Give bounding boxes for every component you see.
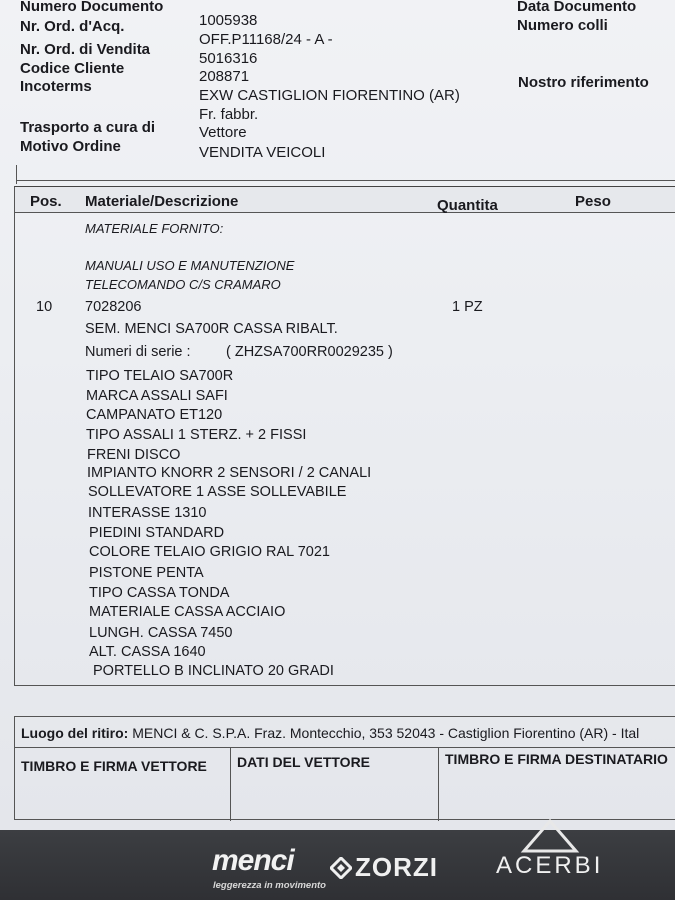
signature-carrier [15,748,231,821]
zorzi-logo: ZORZI [355,852,438,882]
header-frame-bottom [16,180,675,181]
acerbi-logo: ACERBI [496,852,604,879]
serial-label: Numeri di serie : [85,344,191,360]
value-ord-acq: OFF.P11168/24 - A - [199,31,333,48]
carrier-data-label: DATI DEL VETTORE [237,754,371,770]
spec-line: PISTONE PENTA [89,565,204,581]
spec-line: PORTELLO B INCLINATO 20 GRADI [93,663,334,679]
signature-carrier-label: TIMBRO E FIRMA VETTORE [21,758,207,774]
col-materiale: Materiale/Descrizione [85,193,239,210]
spec-line: MATERIALE CASSA ACCIAIO [89,604,286,620]
note-telecomando: TELECOMANDO C/S CRAMARO [85,277,281,292]
item-code: 7028206 [85,299,142,315]
value-incoterms-2: Fr. fabbr. [199,106,259,123]
label-data-documento: Data Documento [517,0,637,15]
note-materiale-fornito: MATERIALE FORNITO: [85,221,224,236]
value-codice-cliente: 208871 [199,68,250,85]
spec-line: TIPO ASSALI 1 STERZ. + 2 FISSI [86,427,307,443]
spec-line: COLORE TELAIO GRIGIO RAL 7021 [89,544,330,560]
spec-line: PIEDINI STANDARD [89,525,225,541]
menci-logo: menci [212,844,294,877]
spec-line: FRENI DISCO [87,447,181,463]
signature-recipient-label: TIMBRO E FIRMA DESTINATARIO [445,751,668,767]
spec-line: ALT. CASSA 1640 [89,644,206,660]
serial-value: ( ZHZSA700RR0029235 ) [226,344,393,360]
value-motivo: VENDITA VEICOLI [199,144,326,161]
item-pos: 10 [36,299,53,315]
items-table-header [15,187,675,213]
label-ord-vendita: Nr. Ord. di Vendita [20,41,151,58]
spec-line: LUNGH. CASSA 7450 [89,625,233,641]
zorzi-diamond-icon [330,857,352,879]
label-numero-colli: Numero colli [517,17,608,34]
header-frame-left [16,165,17,184]
spec-line: IMPIANTO KNORR 2 SENSORI / 2 CANALI [87,465,372,481]
luogo-ritiro [21,725,639,741]
item-description: SEM. MENCI SA700R CASSA RIBALT. [85,321,338,337]
label-codice-cliente: Codice Cliente [20,60,125,77]
spec-line: TIPO CASSA TONDA [89,585,230,601]
col-peso: Peso [575,193,611,210]
label-incoterms: Incoterms [20,78,92,95]
spec-line: CAMPANATO ET120 [86,407,223,423]
label-numero-documento: Numero Documento [20,0,164,15]
note-manuali: MANUALI USO E MANUTENZIONE [85,258,295,273]
signature-row [15,747,675,820]
luogo-value: MENCI & C. S.P.A. Fraz. Montecchio, 353 52043 - Castiglion Fiorentino (AR) - Ital [132,725,640,741]
label-motivo: Motivo Ordine [20,138,121,155]
label-trasporto: Trasporto a cura di [20,119,156,136]
items-table [14,186,675,686]
label-nostro-riferimento: Nostro riferimento [518,74,649,91]
carrier-data [231,748,439,821]
spec-line: SOLLEVATORE 1 ASSE SOLLEVABILE [88,484,347,500]
spec-line: INTERASSE 1310 [88,505,207,521]
pickup-signature-box [14,716,675,820]
spec-line: MARCA ASSALI SAFI [86,388,228,404]
menci-tagline: leggerezza in movimento [213,880,326,891]
value-incoterms: EXW CASTIGLION FIORENTINO (AR) [199,87,460,104]
col-quantita: Quantita [437,197,498,214]
label-ord-acq: Nr. Ord. d'Acq. [20,18,125,35]
value-numero-documento: 1005938 [199,12,258,29]
signature-recipient [439,748,675,821]
item-qty: 1 PZ [452,299,483,315]
spec-line: TIPO TELAIO SA700R [86,368,234,384]
col-pos: Pos. [30,193,62,210]
luogo-label: Luogo del ritiro: [21,725,129,741]
value-ord-vendita: 5016316 [199,50,258,67]
value-trasporto: Vettore [199,124,247,141]
acerbi-triangle-icon [520,818,580,854]
